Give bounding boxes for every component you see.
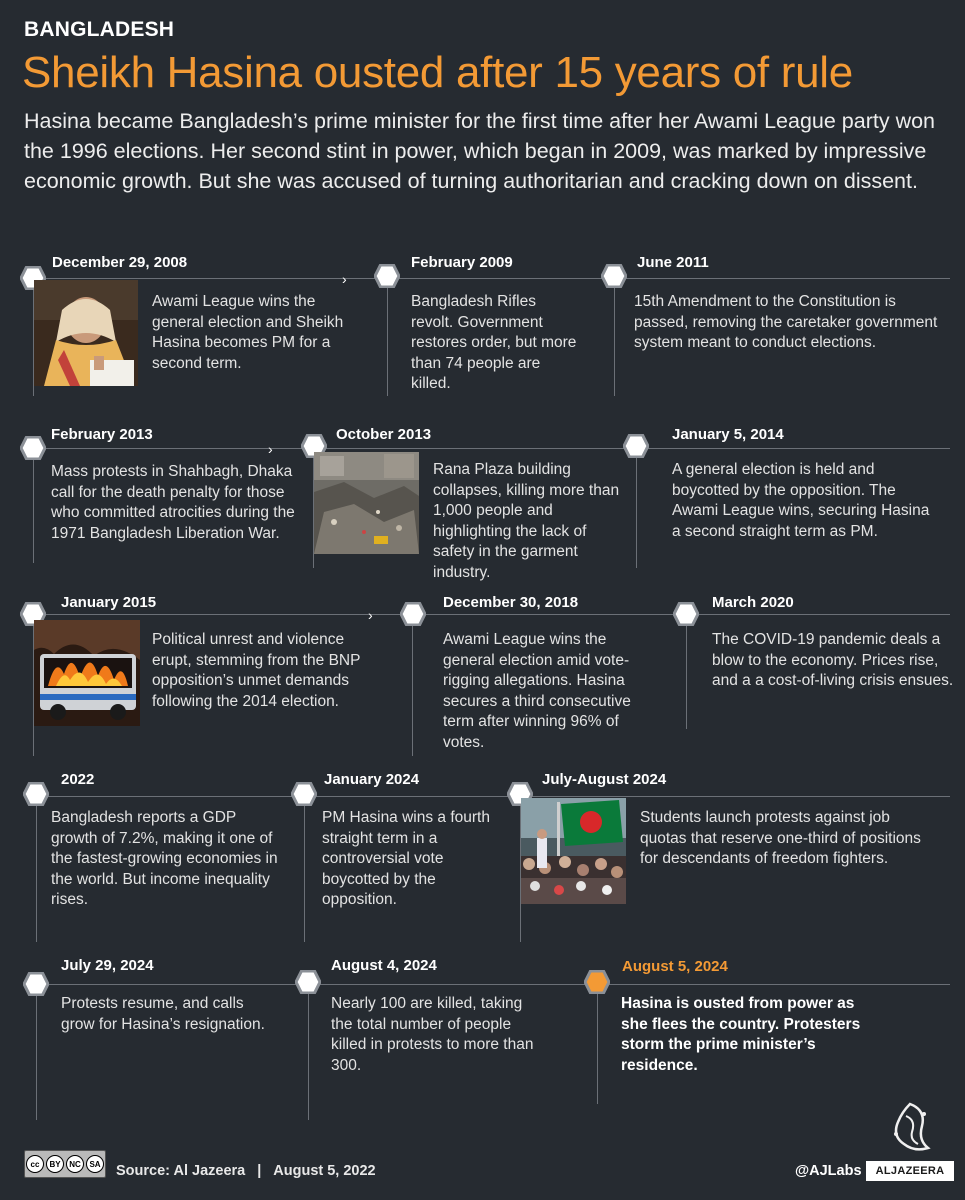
sa-icon: SA: [86, 1155, 104, 1173]
event-description: Mass protests in Shahbagh, Dhaka call for the death penalty for those who committed atrocities during the 1971 Bangladesh Liberation War.: [51, 463, 295, 542]
source-label: Source: Al Jazeera: [116, 1163, 246, 1179]
timeline-row-2: [30, 448, 950, 449]
timeline-stem: [36, 984, 37, 1120]
event-description: Bangladesh reports a GDP growth of 7.2%, making it one of the fastest-growing economies in the world. But income inequality rises.: [51, 809, 278, 908]
chevron-right-icon: ›: [342, 271, 347, 287]
timeline-row-3: [30, 614, 950, 615]
event-description: Nearly 100 are killed, taking the total number of people killed in protests to more than 300.: [331, 995, 534, 1074]
timeline-hex-icon: [23, 782, 49, 806]
event-description: Political unrest and violence erupt, stemming from the BNP opposition’s unmet demands following the 2014 election.: [152, 631, 361, 710]
event-date: 2022: [61, 771, 95, 788]
timeline-row-1: [30, 278, 950, 279]
aljazeera-wordmark: ALJAZEERA: [866, 1161, 954, 1181]
event-description: Protests resume, and calls grow for Hasina’s resignation.: [61, 995, 265, 1033]
footer-source: [116, 1163, 376, 1179]
cc-icon: cc: [26, 1155, 44, 1173]
timeline-stem: [614, 278, 615, 396]
timeline-hex-icon: [20, 436, 46, 460]
event-description: Rana Plaza building collapses, killing more than 1,000 people and highlighting the lack of safety in the garment industry.: [433, 461, 620, 581]
timeline-stem: [412, 614, 413, 756]
timeline-hex-icon: [23, 972, 49, 996]
event-description: Students launch protests against job quotas that reserve one-third of positions for descendants of freedom fighters.: [640, 809, 921, 867]
timeline-hex-icon: [601, 264, 627, 288]
event-date: July 29, 2024: [61, 957, 154, 974]
ajlabs-handle: @AJLabs: [795, 1163, 862, 1179]
nc-icon: NC: [66, 1155, 84, 1173]
timeline-hex-icon: [374, 264, 400, 288]
timeline-row-5: [30, 984, 950, 985]
kicker: BANGLADESH: [24, 18, 175, 41]
timeline-stem: [36, 796, 37, 942]
event-description-highlight: Hasina is ousted from power as she flees the country. Protesters storm the prime minister’s residence.: [621, 995, 861, 1074]
headline: Sheikh Hasina ousted after 15 years of rule: [22, 48, 853, 97]
event-date: January 2015: [61, 594, 157, 611]
event-date: January 5, 2014: [672, 426, 784, 443]
event-description: Awami League wins the general election amid vote-rigging allegations. Hasina secures a third consecutive term after winning 96% of votes.: [443, 631, 631, 751]
by-icon: BY: [46, 1155, 64, 1173]
event-date: July-August 2024: [542, 771, 667, 788]
timeline-hex-icon: [673, 602, 699, 626]
timeline-stem: [304, 796, 305, 942]
event-description: PM Hasina wins a fourth straight term in a controversial vote boycotted by the opposition.: [322, 809, 490, 908]
timeline-hex-icon: [291, 782, 317, 806]
event-date: February 2009: [411, 254, 513, 271]
timeline-stem: [686, 614, 687, 729]
rana-plaza-photo: [314, 452, 419, 554]
event-description: Bangladesh Rifles revolt. Government restores order, but more than 74 people are killed.: [411, 293, 577, 392]
timeline-stem: [636, 448, 637, 568]
event-date: October 2013: [336, 426, 432, 443]
event-description: A general election is held and boycotted by the opposition. The Awami League wins, securing Hasina a second straight term as PM.: [672, 461, 930, 540]
event-date: March 2020: [712, 594, 794, 611]
event-date: June 2011: [637, 254, 709, 271]
timeline-hex-icon-active: [584, 970, 610, 994]
timeline-stem: [33, 448, 34, 563]
hasina-signing-photo: [34, 280, 138, 386]
event-date: February 2013: [51, 426, 153, 443]
timeline-stem: [308, 984, 309, 1120]
event-description: Awami League wins the general election and Sheikh Hasina becomes PM for a second term.: [152, 293, 344, 372]
timeline-hex-icon: [295, 970, 321, 994]
chevron-right-icon: ›: [268, 441, 273, 457]
event-date: August 4, 2024: [331, 957, 437, 974]
timeline-hex-icon: [623, 434, 649, 458]
timeline-stem: [387, 278, 388, 396]
event-date: December 30, 2018: [443, 594, 579, 611]
timeline-row-4: [30, 796, 950, 797]
intro-paragraph: Hasina became Bangladesh’s prime minister for the first time after her Awami League party won the 1996 elections. Her second stint in power, which began in 2009, was marked by impressive economic growth. But she was accused of turning authoritarian and cracking down on dissent.: [24, 109, 936, 193]
event-date-highlight: August 5, 2024: [622, 958, 728, 975]
burning-bus-photo: [34, 620, 140, 726]
chevron-right-icon: ›: [368, 607, 373, 623]
timeline-hex-icon: [400, 602, 426, 626]
event-date: January 2024: [324, 771, 420, 788]
event-description: 15th Amendment to the Constitution is passed, removing the caretaker government system meant to conduct elections.: [634, 293, 938, 351]
event-date: December 29, 2008: [52, 254, 188, 271]
source-date: August 5, 2022: [273, 1163, 376, 1179]
license-badge: [24, 1150, 106, 1178]
event-description: The COVID-19 pandemic deals a blow to the economy. Prices rise, and a a cost-of-living crisis ensues.: [712, 631, 954, 689]
separator: |: [257, 1163, 262, 1179]
student-protest-photo: [521, 798, 626, 904]
timeline-stem: [597, 984, 598, 1104]
